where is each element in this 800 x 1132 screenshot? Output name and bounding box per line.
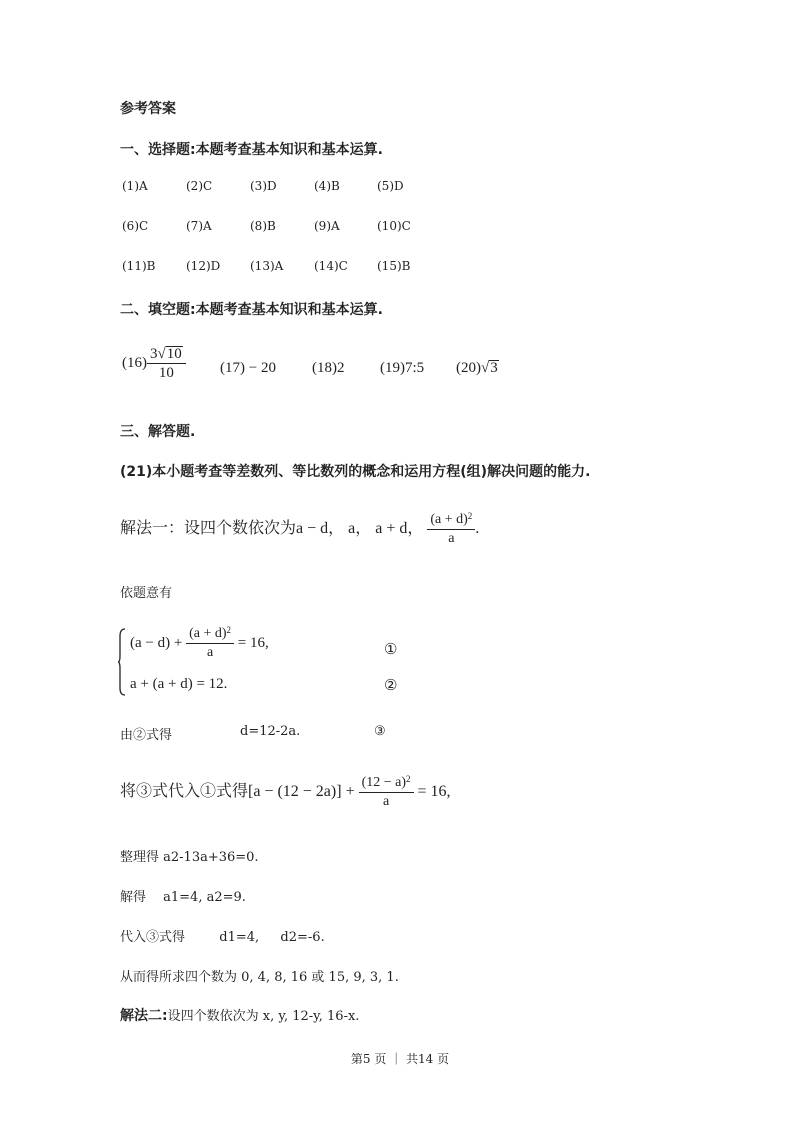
method1-fraction [427, 512, 475, 547]
circle-mark-3: ③ [374, 724, 386, 739]
substitution-fraction [359, 775, 414, 810]
answer-20-label: (20) [456, 360, 481, 376]
denominator: a [382, 794, 390, 809]
answer-item: (12)D [186, 259, 221, 273]
answer-item: (8)B [250, 219, 276, 233]
sqrt-symbol: √ [481, 360, 490, 376]
exponent: 2 [467, 511, 473, 521]
page-footer: 第5 页 ｜ 共14 页 [350, 1052, 450, 1066]
conclusion-line: 从而得所求四个数为 0, 4, 8, 16 或 15, 9, 3, 1. [120, 970, 399, 985]
eq1-fraction [186, 626, 234, 661]
answer-item: (5)D [377, 179, 404, 193]
eq1-left: (a − d) + [130, 634, 183, 651]
exponent: 2 [406, 774, 411, 784]
substitution-line [120, 775, 451, 810]
answer-20 [456, 360, 499, 377]
method2-line [120, 1005, 359, 1025]
substitution-right: = 16, [417, 783, 451, 801]
according-text: 依题意有 [120, 586, 173, 601]
radicand: 3 [490, 360, 498, 376]
section1-heading: 一、选择题:本题考查基本知识和基本运算. [120, 142, 383, 158]
brace-icon [118, 628, 126, 696]
substitution-prefix: 将③式代入①式得[a − (12 − 2a)] + [120, 783, 355, 801]
section3-heading: 三、解答题. [120, 424, 196, 440]
from-eq2-expression: d=12-2a. [240, 724, 301, 739]
from-eq2-label: 由②式得 [120, 728, 173, 743]
answer-item: (10)C [377, 219, 411, 233]
method1-prefix: 解法一：设四个数依次为a − d， a， a + d， [120, 520, 424, 538]
circle-mark-2: ② [384, 678, 398, 694]
answer-16-label: (16) [122, 354, 147, 371]
answer-16 [122, 346, 186, 381]
equation-1 [130, 626, 269, 661]
radicand: 10 [166, 346, 182, 362]
answer-item: (9)A [314, 219, 340, 233]
numerator: (a + d) [430, 512, 468, 527]
solve-line: 解得 a1=4, a2=9. [120, 890, 246, 905]
answer-item: (11)B [122, 259, 156, 273]
numerator: (a + d) [189, 626, 227, 641]
answer-18: (18)2 [312, 360, 345, 376]
method1-line [120, 512, 479, 547]
sqrt-symbol: √ [157, 346, 166, 362]
denominator: 10 [158, 365, 174, 381]
question-21-heading: (21)本小题考查等差数列、等比数列的概念和运用方程(组)解决问题的能力. [120, 464, 591, 480]
substitute-line: 代入③式得 d1=4, d2=-6. [120, 930, 325, 945]
answer-item: (2)C [186, 179, 213, 193]
answer-item: (13)A [250, 259, 284, 273]
section2-heading: 二、填空题:本题考查基本知识和基本运算. [120, 302, 383, 318]
answer-item: (6)C [122, 219, 149, 233]
answer-item: (4)B [314, 179, 340, 193]
fraction [147, 346, 186, 381]
eq1-right: = 16, [237, 634, 269, 651]
denominator: a [206, 645, 214, 660]
denominator: a [448, 531, 455, 546]
method2-text: 设四个数依次为 x, y, 12-y, 16-x. [167, 1009, 360, 1024]
answer-item: (1)A [122, 179, 148, 193]
period: . [475, 520, 480, 538]
answer-item: (7)A [186, 219, 212, 233]
page-title: 参考答案 [120, 101, 176, 117]
method2-label: 解法二: [120, 1008, 168, 1024]
circle-mark-1: ① [384, 642, 398, 658]
answer-item: (3)D [250, 179, 277, 193]
exponent: 2 [226, 625, 232, 635]
answer-19: (19)7:5 [380, 360, 425, 376]
numerator: (12 − a) [361, 775, 407, 790]
equation-2: a + (a + d) = 12. [130, 676, 228, 692]
answer-17: (17) − 20 [220, 360, 276, 376]
answer-item: (14)C [314, 259, 348, 273]
numerator-coef: 3 [150, 346, 158, 362]
answer-item: (15)B [377, 259, 411, 273]
simplify-line: 整理得 a2-13a+36=0. [120, 850, 259, 865]
